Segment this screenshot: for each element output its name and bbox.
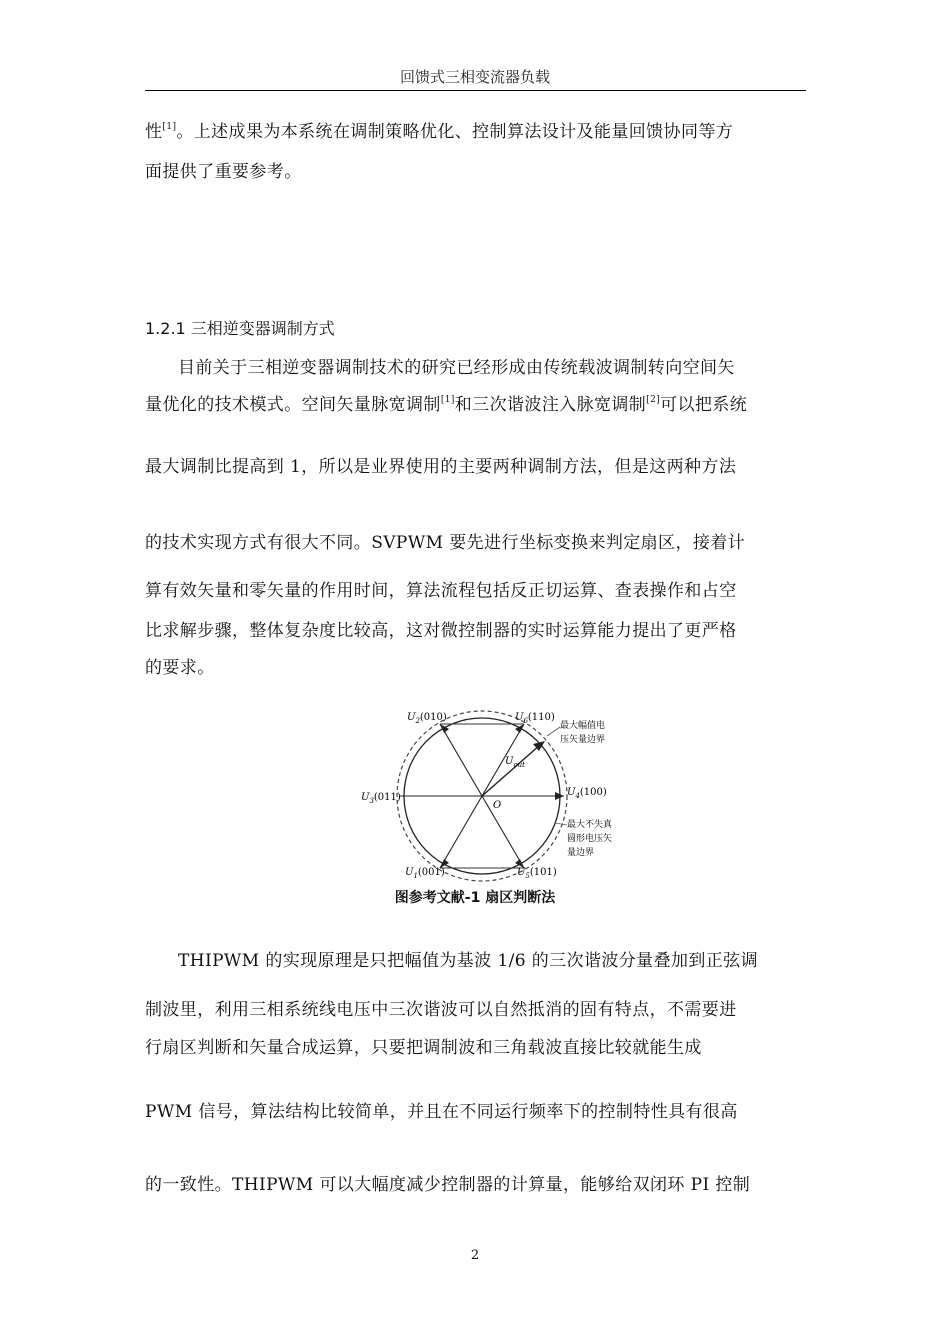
label-origin: O [493, 800, 502, 811]
sector-diagram [355, 705, 625, 885]
text-run: 性 [145, 122, 163, 142]
paragraph-line [145, 117, 733, 142]
text-run: 量优化的技术模式。空间矢量脉宽调制 [145, 395, 441, 415]
label-u3: $U_3(011)$ [361, 792, 401, 805]
citation-ref: [1] [440, 395, 455, 405]
label-u1: $U_1(001)$ [405, 867, 445, 880]
label-u4: $U_4(100)$ [567, 787, 607, 800]
paragraph-line: 的要求。 [145, 658, 215, 678]
paragraph-line: 的一致性。THIPWM 可以大幅度减少控制器的计算量，能够给双闭环 PI 控制 [145, 1175, 751, 1195]
running-header-title: 回馈式三相变流器负载 [399, 68, 550, 86]
note-undistorted-line2: 圆形电压矢 [567, 834, 613, 844]
text-run: 和三次谐波注入脉宽调制 [454, 395, 647, 415]
label-uout: $U_{out}$ [505, 756, 525, 769]
citation-ref: [2] [646, 395, 661, 405]
label-u2: $U_2(010)$ [407, 712, 447, 725]
paragraph-line: 比求解步骤，整体复杂度比较高，这对微控制器的实时运算能力提出了更严格 [145, 621, 737, 641]
text-run: 可以把系统 [660, 395, 748, 415]
paragraph-line: 算有效矢量和零矢量的作用时间，算法流程包括反正切运算、查表操作和占空 [145, 581, 737, 601]
section-heading: 1.2.1 三相逆变器调制方式 [145, 319, 335, 338]
figure-caption: 图参考文献-1 扇区判断法 [394, 890, 556, 906]
header-rule [145, 90, 806, 91]
label-u5: $U_5(101)$ [517, 867, 557, 880]
label-u6: $U_6(110)$ [515, 712, 555, 725]
paragraph-line: PWM 信号，算法结构比较简单，并且在不同运行频率下的控制特性具有很高 [145, 1102, 738, 1122]
paragraph-line: 面提供了重要参考。 [145, 162, 302, 182]
note-leader-max [547, 727, 560, 736]
paragraph-line: 制波里，利用三相系统线电压中三次谐波可以自然抵消的固有特点，不需要进 [145, 1000, 737, 1020]
paragraph-line [145, 390, 747, 415]
text-run: 。上述成果为本系统在调制策略优化、控制算法设计及能量回馈协同等方 [176, 122, 734, 142]
paragraph-line: 目前关于三相逆变器调制技术的研究已经形成由传统载波调制转向空间矢 [178, 358, 735, 378]
note-max-amplitude-line2: 压矢量边界 [560, 735, 606, 745]
note-leader-circle [555, 823, 567, 825]
paragraph-line: THIPWM 的实现原理是只把幅值为基波 1/6 的三次谐波分量叠加到正弦调 [178, 951, 758, 971]
paragraph-line: 行扇区判断和矢量合成运算，只要把调制波和三角载波直接比较就能生成 [145, 1038, 702, 1058]
uout-vector [482, 745, 540, 796]
paragraph-line: 的技术实现方式有很大不同。SVPWM 要先进行坐标变换来判定扇区，接着计 [145, 533, 746, 553]
paragraph-line: 最大调制比提高到 1，所以是业界使用的主要两种调制方法，但是这两种方法 [145, 457, 737, 477]
note-max-amplitude-line1: 最大幅值电 [560, 721, 606, 731]
page-number: 2 [470, 1248, 480, 1263]
note-undistorted-line1: 最大不失真 [567, 820, 613, 830]
citation-ref: [1] [162, 122, 177, 132]
note-undistorted-line3: 量边界 [567, 848, 595, 858]
